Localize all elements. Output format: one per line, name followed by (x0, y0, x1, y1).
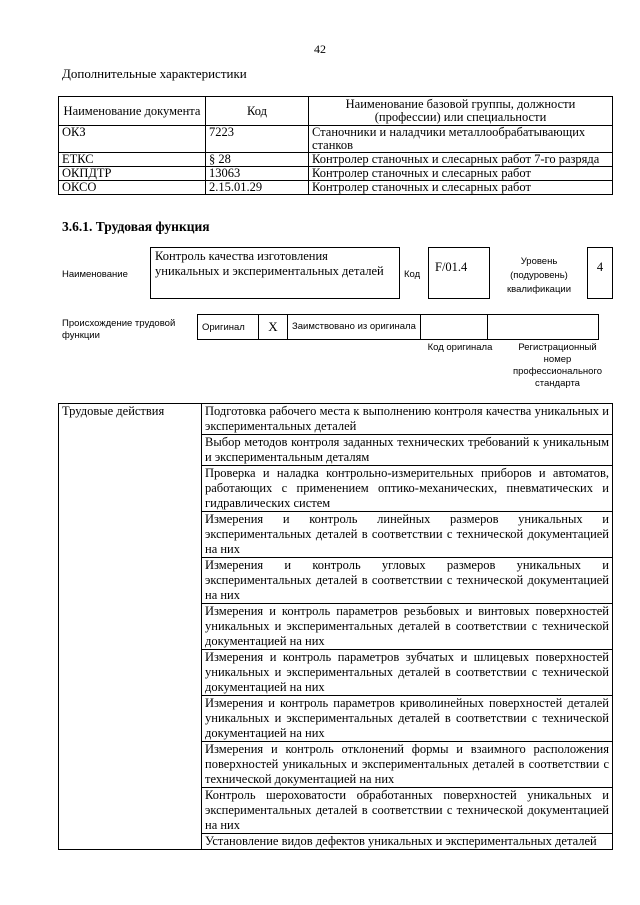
list-item: Измерения и контроль линейных размеров уникальных и экспериментальных деталей в соответствии с технической документацией на них (202, 512, 613, 558)
cell-code: § 28 (206, 153, 309, 167)
list-item: Выбор методов контроля заданных технических требований к уникальным и экспериментальным деталям (202, 435, 613, 466)
origin-label: Происхождение трудовой функции (62, 318, 176, 341)
list-item: Измерения и контроль параметров зубчатых и шлицевых поверхностей уникальных и экспериментальных деталей в соответствии с технической документацией на них (202, 650, 613, 696)
additional-characteristics-table (58, 96, 613, 195)
table-row (59, 153, 613, 167)
reg-number-cell (488, 315, 599, 340)
cell-code: 7223 (206, 126, 309, 153)
name-label: Наименование (62, 269, 128, 280)
cell-code: 13063 (206, 167, 309, 181)
list-item: Измерения и контроль параметров криволинейных поверхностей деталей уникальных и экспериментальных деталей в соответствии с технической документацией на них (202, 696, 613, 742)
cell-group: Контролер станочных и слесарных работ (309, 167, 613, 181)
table-row (59, 181, 613, 195)
code-original-cell (421, 315, 488, 340)
level-label: Уровень (подуровень) квалификации (506, 256, 572, 295)
original-label: Оригинал (198, 315, 259, 340)
list-item: Измерения и контроль отклонений формы и взаимного расположения поверхностей уникальных и экспериментальных деталей в соответствии с технической документацией на них (202, 742, 613, 788)
list-item: Контроль шероховатости обработанных поверхностей уникальных и экспериментальных деталей в соответствии с технической документацией на них (202, 788, 613, 834)
list-item: Измерения и контроль угловых размеров уникальных и экспериментальных деталей в соответствии с технической документацией на них (202, 558, 613, 604)
header-code: Код (206, 97, 309, 126)
header-document: Наименование документа (59, 97, 206, 126)
origin-table (197, 314, 599, 340)
code-original-caption: Код оригинала (427, 342, 493, 353)
table-row (59, 126, 613, 153)
cell-group: Контролер станочных и слесарных работ (309, 181, 613, 195)
reg-number-caption: Регистрационный номер профессионального стандарта (513, 342, 602, 389)
level-box: 4 (587, 247, 613, 299)
table-row (59, 167, 613, 181)
cell-doc: ОКПДТР (59, 167, 206, 181)
labor-actions-table (58, 403, 613, 850)
cell-doc: ЕТКС (59, 153, 206, 167)
table-row (59, 404, 613, 435)
list-item: Проверка и наладка контрольно-измерительных приборов и автоматов, работающих с применением оптико-механических, пневматических и гидравлических систем (202, 466, 613, 512)
original-mark: X (259, 315, 288, 340)
list-item: Установление видов дефектов уникальных и экспериментальных деталей (202, 834, 613, 850)
labor-actions-label: Трудовые действия (59, 404, 202, 850)
header-group: Наименование базовой группы, должности (профессии) или специальности (309, 97, 613, 126)
cell-group: Станочники и наладчики металлообрабатывающих станков (309, 126, 613, 153)
function-code-box: F/01.4 (428, 247, 490, 299)
cell-doc: ОКЗ (59, 126, 206, 153)
function-heading: 3.6.1. Трудовая функция (62, 219, 210, 234)
cell-group: Контролер станочных и слесарных работ 7-го разряда (309, 153, 613, 167)
cell-code: 2.15.01.29 (206, 181, 309, 195)
list-item: Измерения и контроль параметров резьбовых и винтовых поверхностей уникальных и экспериментальных деталей в соответствии с технической документацией на них (202, 604, 613, 650)
cell-doc: ОКСО (59, 181, 206, 195)
additional-characteristics-title: Дополнительные характеристики (62, 66, 247, 81)
page-number: 42 (314, 42, 326, 56)
code-label: Код (404, 269, 421, 280)
function-name-box: Контроль качества изготовления уникальных и экспериментальных деталей (150, 247, 400, 299)
list-item: Подготовка рабочего места к выполнению контроля качества уникальных и экспериментальных деталей (202, 404, 613, 435)
table-header-row (59, 97, 613, 126)
borrowed-label: Заимствовано из оригинала (288, 315, 421, 340)
